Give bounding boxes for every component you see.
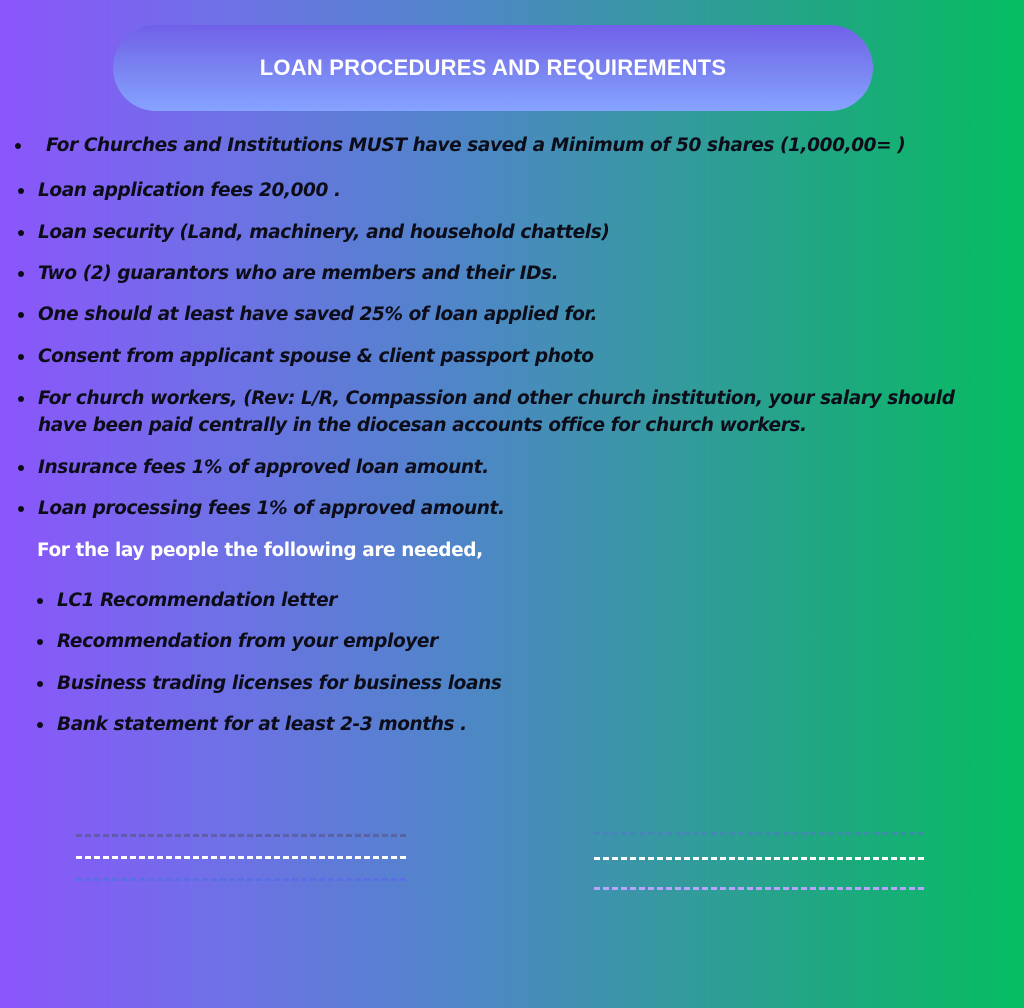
lay-people-item: Recommendation from your employer (57, 631, 438, 652)
dashed-divider (76, 856, 406, 859)
lay-people-item: LC1 Recommendation letter (57, 590, 337, 611)
requirement-item: One should at least have saved 25% of loan applied for. (38, 304, 598, 325)
requirement-item: For church workers, (Rev: L/R, Compassion and other church institution, your salary should (38, 388, 955, 409)
bullet-icon (18, 230, 24, 236)
bullet-icon (18, 188, 24, 194)
bullet-icon (15, 143, 21, 149)
bullet-icon (37, 681, 43, 687)
bullet-icon (37, 639, 43, 645)
requirement-item: Two (2) guarantors who are members and their IDs. (38, 263, 559, 284)
dashed-divider (594, 832, 924, 835)
lay-people-item: Bank statement for at least 2-3 months . (57, 714, 467, 735)
requirement-item: Consent from applicant spouse & client passport photo (38, 346, 594, 367)
dashed-divider (594, 887, 924, 890)
bullet-icon (37, 722, 43, 728)
requirement-item: Loan application fees 20,000 . (38, 180, 341, 201)
bullet-icon (18, 506, 24, 512)
bullet-icon (18, 354, 24, 360)
lay-people-heading: For the lay people the following are needed, (37, 540, 483, 561)
requirement-item-continuation: have been paid centrally in the diocesan accounts office for church workers. (38, 415, 807, 436)
bullet-icon (18, 465, 24, 471)
requirement-item: Loan processing fees 1% of approved amount. (38, 498, 505, 519)
bullet-icon (18, 271, 24, 277)
lay-people-item: Business trading licenses for business loans (57, 673, 502, 694)
bullet-icon (37, 598, 43, 604)
bullet-icon (18, 396, 24, 402)
bullet-icon (18, 312, 24, 318)
dashed-divider (594, 857, 924, 860)
title-banner (113, 25, 873, 111)
requirement-item: Loan security (Land, machinery, and household chattels) (38, 222, 610, 243)
requirement-item: Insurance fees 1% of approved loan amount. (38, 457, 489, 478)
page-title: LOAN PROCEDURES AND REQUIREMENTS (259, 55, 727, 80)
dashed-divider (76, 834, 406, 837)
requirement-item: For Churches and Institutions MUST have saved a Minimum of 50 shares (1,000,00= ) (46, 135, 906, 156)
dashed-divider (76, 878, 406, 881)
